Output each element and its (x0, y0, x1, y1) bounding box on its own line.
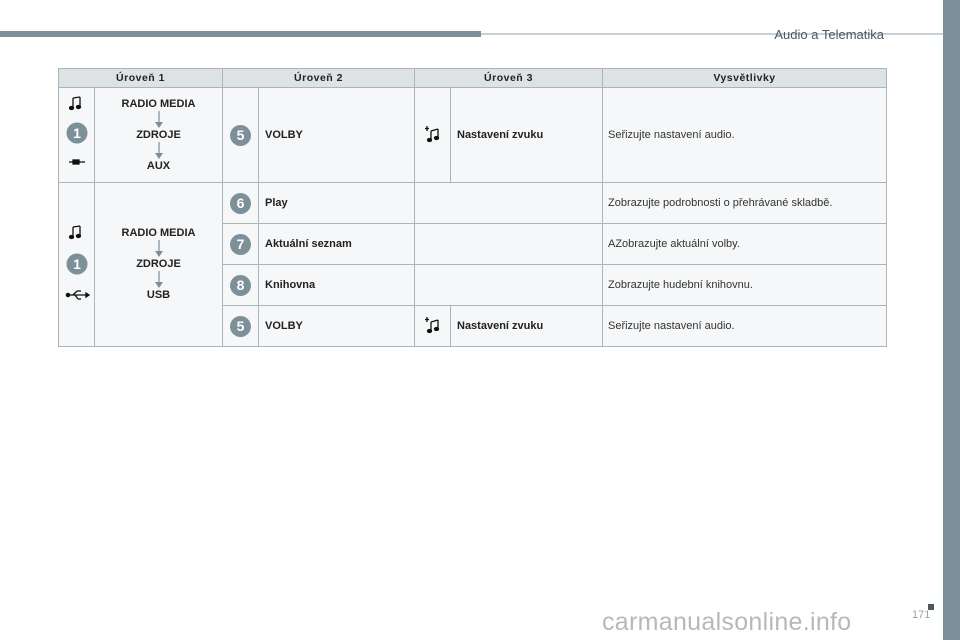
level3-label: Nastavení zvuku (451, 306, 603, 347)
description: Zobrazujte hudební knihovnu. (603, 265, 887, 306)
svg-text:1: 1 (73, 125, 81, 141)
level2-label: Aktuální seznam (259, 224, 415, 265)
table-row (59, 183, 887, 224)
svg-text:1: 1 (73, 256, 81, 272)
arrow-down-icon (154, 142, 164, 160)
level1-icon-cell (59, 183, 95, 347)
flow-item: RADIO MEDIA (121, 97, 196, 110)
menu-table (58, 68, 887, 347)
sound-settings-icon (423, 315, 443, 335)
arrow-down-icon (154, 271, 164, 289)
level2-label: Knihovna (259, 265, 415, 306)
level2-label: VOLBY (259, 88, 415, 183)
level1-flow (95, 183, 223, 347)
usb-icon (66, 291, 89, 299)
page-number: 171 (912, 609, 931, 621)
flow-item: ZDROJE (136, 128, 181, 141)
flow-item: ZDROJE (136, 258, 181, 270)
description: Zobrazujte podrobnosti o přehrávané skladbě. (603, 183, 887, 224)
column-header: Úroveň 2 (223, 69, 415, 88)
level2-badge: 8 (230, 275, 251, 296)
level3-empty (415, 265, 603, 306)
column-header: Vysvětlivky (603, 69, 887, 88)
music-note-icon (70, 226, 81, 239)
watermark: carmanualsonline.info (602, 608, 852, 636)
level2-badge: 6 (230, 193, 251, 214)
column-header: Úroveň 1 (59, 69, 223, 88)
page-edge-strip (943, 0, 960, 640)
description: AZobrazujte aktuální volby. (603, 224, 887, 265)
level1-icon-cell (59, 88, 95, 183)
level2-label: Play (259, 183, 415, 224)
flow-item: RADIO MEDIA (121, 227, 196, 239)
level2-badge-cell (223, 224, 259, 265)
level2-badge-cell (223, 183, 259, 224)
arrow-down-icon (154, 240, 164, 258)
level2-badge: 5 (230, 125, 251, 146)
column-header: Úroveň 3 (415, 69, 603, 88)
description: Seřizujte nastavení audio. (603, 306, 887, 347)
music-note-icon (70, 97, 81, 110)
level2-badge-cell (223, 88, 259, 183)
sound-settings-icon (423, 124, 443, 144)
level3-empty (415, 224, 603, 265)
level1-badge (67, 254, 88, 275)
level3-empty (415, 183, 603, 224)
level2-badge: 5 (230, 316, 251, 337)
description: Seřizujte nastavení audio. (603, 88, 887, 183)
flow-item: USB (146, 289, 171, 301)
arrow-down-icon (154, 111, 164, 129)
level1-flow (95, 88, 223, 183)
header-rule-dark (0, 31, 481, 37)
level3-icon-cell (415, 306, 451, 347)
table-row (59, 88, 887, 183)
section-title: Audio a Telematika (774, 27, 884, 42)
flow-item: AUX (146, 159, 171, 172)
level2-badge-cell (223, 306, 259, 347)
level2-badge: 7 (230, 234, 251, 255)
table-header-row (59, 69, 887, 88)
aux-cable-icon (69, 160, 85, 164)
level3-icon-cell (415, 88, 451, 183)
level2-label: VOLBY (259, 306, 415, 347)
level3-label: Nastavení zvuku (451, 88, 603, 183)
level2-badge-cell (223, 265, 259, 306)
level1-badge (67, 123, 88, 144)
